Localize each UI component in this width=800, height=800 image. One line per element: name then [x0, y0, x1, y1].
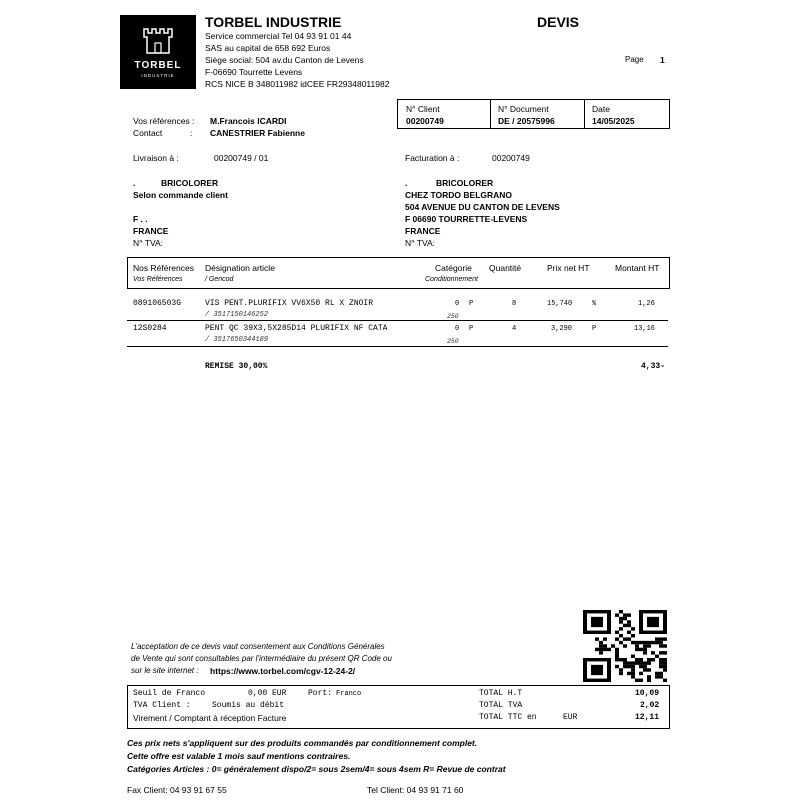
- header-montant: Montant HT: [615, 263, 660, 273]
- client-label: N° Client: [406, 104, 440, 114]
- table-header: [127, 257, 670, 289]
- contact-label: Contact: [133, 128, 163, 138]
- total-ttc-value: 12,11: [635, 713, 660, 722]
- header-ref2: Vos Références: [133, 276, 183, 283]
- tower-icon: [142, 27, 174, 55]
- row-quantity: 4: [512, 325, 517, 333]
- delivery-name: BRICOLORER: [161, 178, 219, 188]
- note-line: Catégories Articles : 0= généralement dispo/2= sous 2sem/4= sous 4sem R= Revue de contrat: [127, 764, 506, 774]
- total-ht-value: 10,09: [635, 689, 660, 698]
- billing-tva: N° TVA:: [405, 238, 436, 248]
- header-ref: Nos Références: [133, 263, 194, 273]
- company-logo: [120, 15, 196, 89]
- divider: [584, 100, 585, 128]
- cgv-link[interactable]: https://www.torbel.com/cgv-12-24-2/: [210, 666, 356, 676]
- row-price-unit: P: [592, 325, 597, 333]
- row-unit: P: [469, 325, 474, 333]
- port-label: Port:: [308, 689, 333, 698]
- billing-name: BRICOLORER: [436, 178, 494, 188]
- row-price-unit: %: [592, 300, 597, 308]
- document-title: DEVIS: [537, 14, 580, 30]
- header-prix: Prix net HT: [547, 263, 590, 273]
- delivery-tva: N° TVA:: [133, 238, 164, 248]
- billing-dot: .: [405, 178, 408, 188]
- livraison-label: Livraison à :: [133, 153, 179, 163]
- delivery-dot: .: [133, 178, 136, 188]
- total-tva-value: 2,02: [640, 701, 660, 710]
- row-categorie: 0: [455, 300, 460, 308]
- total-ht-label: TOTAL H.T: [479, 689, 523, 698]
- facturation-label: Facturation à :: [405, 153, 460, 163]
- franco-label: Seuil de Franco: [133, 689, 206, 698]
- row-ref: 12S0284: [133, 324, 167, 333]
- row-amount: 1,26: [638, 300, 655, 308]
- document-label: N° Document: [498, 104, 549, 114]
- franco-value: 0,00 EUR: [248, 689, 287, 698]
- row-price: 3,290: [551, 325, 573, 333]
- legal-line: sur le site internet :: [131, 666, 199, 675]
- divider: [490, 100, 491, 128]
- header-gencod: / Gencod: [205, 276, 234, 283]
- delivery-country: FRANCE: [133, 226, 169, 236]
- page-label: Page: [625, 55, 644, 64]
- row-price: 15,740: [547, 300, 573, 308]
- row-divider: [127, 346, 668, 347]
- company-name: TORBEL INDUSTRIE: [205, 14, 342, 30]
- company-line: SAS au capital de 658 692 Euros: [205, 43, 331, 53]
- legal-line: L'acceptation de ce devis vaut consentement aux Conditions Générales: [131, 642, 385, 651]
- tva-client-label: TVA Client :: [133, 701, 191, 710]
- row-unit: P: [469, 300, 474, 308]
- total-ttc-currency: EUR: [563, 713, 578, 722]
- row-categorie: 0: [455, 325, 460, 333]
- vos-references-label: Vos références :: [133, 116, 195, 126]
- logo-sub: INDUSTRIE: [141, 73, 175, 78]
- delivery-line: Selon commande client: [133, 190, 228, 200]
- row-divider: [127, 320, 668, 321]
- tva-client-value: Soumis au débit: [212, 701, 285, 710]
- header-conditionnement: Conditionnement: [425, 276, 478, 283]
- billing-city: F 06690 TOURRETTE-LEVENS: [405, 214, 528, 224]
- billing-country: FRANCE: [405, 226, 441, 236]
- row-designation: VIS PENT.PLURIFIX VV6X50 RL X ZNOIR: [205, 299, 374, 308]
- payment-terms: Virement / Comptant à réception Facture: [133, 713, 287, 723]
- company-line: RCS NICE B 348011982 idCEE FR29348011982: [205, 79, 390, 89]
- row-gencod: / 3517150146252: [205, 311, 269, 319]
- company-line: Service commercial Tel 04 93 91 01 44: [205, 31, 352, 41]
- date-label: Date: [592, 104, 610, 114]
- row-conditionnement: 250: [447, 338, 459, 345]
- qr-code[interactable]: [583, 610, 667, 682]
- vos-references-value: M.Francois ICARDI: [210, 116, 287, 126]
- row-amount: 13,16: [634, 325, 656, 333]
- totals-box: [127, 685, 670, 729]
- total-tva-label: TOTAL TVA: [479, 701, 523, 710]
- row-ref: 089106503G: [133, 299, 182, 308]
- company-line: Siège social: 504 av.du Canton de Levens: [205, 55, 364, 65]
- logo-brand: TORBEL: [134, 60, 182, 71]
- client-number: 00200749: [406, 116, 444, 126]
- row-gencod: / 3517650344189: [205, 336, 269, 344]
- billing-line: CHEZ TORDO BELGRANO: [405, 190, 513, 200]
- remise-label: REMISE 30,00%: [205, 362, 268, 371]
- total-ttc-label: TOTAL TTC en: [479, 713, 537, 722]
- date-value: 14/05/2025: [592, 116, 635, 126]
- remise-value: 4,33-: [641, 362, 666, 371]
- header-categorie: Catégorie: [435, 263, 472, 273]
- livraison-value: 00200749 / 01: [214, 153, 269, 163]
- legal-line: de Vente qui sont consultables par l'intermédiaire du présent QR Code ou: [131, 654, 392, 663]
- note-line: Ces prix nets s'appliquent sur des produits commandés par conditionnement complet.: [127, 738, 478, 748]
- row-designation: PENT QC 39X3,5X285D14 PLURIFIX NF CATA: [205, 324, 388, 333]
- doc-info-box: [397, 99, 670, 129]
- billing-line: 504 AVENUE DU CANTON DE LEVENS: [405, 202, 560, 212]
- company-line: F-06690 Tourrette Levens: [205, 67, 303, 77]
- contact-colon: :: [190, 128, 193, 138]
- document-number: DE / 20575996: [498, 116, 555, 126]
- fax-client: Fax Client: 04 93 91 67 55: [127, 785, 227, 795]
- header-designation: Désignation article: [205, 263, 275, 273]
- tel-client: Tel Client: 04 93 91 71 60: [367, 785, 464, 795]
- contact-value: CANESTRIER Fabienne: [210, 128, 305, 138]
- delivery-city: F . .: [133, 214, 148, 224]
- row-conditionnement: 250: [447, 313, 459, 320]
- row-quantity: 8: [512, 300, 517, 308]
- port-value: Franco: [336, 690, 362, 698]
- header-quantite: Quantité: [489, 263, 522, 273]
- page-number: 1: [660, 55, 665, 65]
- note-line: Cette offre est valable 1 mois sauf mentions contraires.: [127, 751, 351, 761]
- facturation-value: 00200749: [492, 153, 530, 163]
